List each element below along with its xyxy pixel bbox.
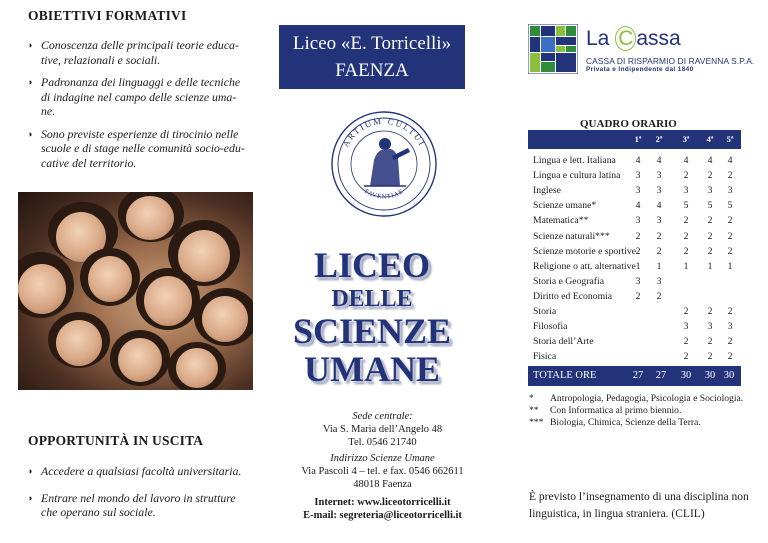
seal-motto: ARTIUM CULTUI	[340, 115, 428, 149]
hours-cell: 2	[707, 306, 713, 317]
hours-cell: 2	[683, 306, 689, 317]
hours-cell: 2	[707, 336, 713, 347]
opportunities-list	[28, 464, 260, 528]
hours-cell: 4	[656, 200, 662, 211]
hours-cell: 2	[727, 336, 733, 347]
total-hours: 30	[680, 370, 692, 381]
subject-name: Fisica	[533, 351, 557, 362]
school-title-box	[279, 25, 465, 89]
total-hours: 27	[655, 370, 667, 381]
list-item: ◗ Entrare nel mondo del lavoro in strutture che operano sul sociale.	[28, 490, 236, 519]
subject-name: Religione o att. alternative	[533, 261, 636, 272]
hours-cell: 3	[635, 170, 641, 181]
hours-cell: 3	[656, 215, 662, 226]
list-item: ◗ Conoscenza delle principali teorie educa- tive, relazionali e sociali.	[28, 38, 239, 67]
hours-cell: 2	[683, 170, 689, 181]
subject-name: Scienze motorie e sportive	[533, 246, 637, 257]
objectives-heading: OBIETTIVI FORMATIVI	[28, 8, 187, 23]
bank-tagline: Privata e Indipendente dal 1840	[586, 66, 694, 73]
hours-cell: 1	[707, 261, 713, 272]
hours-cell: 2	[635, 291, 641, 302]
subject-name: Filosofia	[533, 321, 568, 332]
hours-cell: 2	[727, 231, 733, 242]
year-header: 2ª	[655, 134, 663, 144]
hours-cell: 2	[727, 170, 733, 181]
clil-note: È previsto l’insegnamento di una disciplina non linguistica, in lingua straniera. (CLIL)	[529, 491, 749, 520]
total-label: TOTALE ORE	[533, 370, 597, 381]
subject-name: Scienze naturali***	[533, 231, 610, 242]
hours-cell: 1	[727, 261, 733, 272]
hours-cell: 3	[683, 185, 689, 196]
hours-cell: 2	[683, 336, 689, 347]
list-item: ◗ Padronanza dei linguaggi e delle tecniche di indagine nel campo delle scienze uma- ne.	[28, 75, 241, 118]
branch-city: 48018 Faenza	[353, 479, 412, 490]
sede-address: Via S. Maria dell’Angelo 48	[322, 424, 443, 435]
school-city: FAENZA	[335, 60, 409, 81]
hours-cell: 2	[656, 231, 662, 242]
opportunities-heading: OPPORTUNITÀ IN USCITA	[28, 433, 204, 448]
hours-cell: 1	[635, 261, 641, 272]
school-name: Liceo «E. Torricelli»	[292, 33, 452, 54]
hours-cell: 4	[727, 155, 733, 166]
email-link[interactable]: E-mail: segreteria@liceotorricelli.it	[303, 510, 462, 521]
year-header: 4ª	[706, 134, 714, 144]
subject-name: Storia e Geografia	[533, 276, 605, 287]
footnote: ** Con Informatica al primo biennio.	[529, 405, 682, 416]
hours-cell: 2	[707, 351, 713, 362]
hours-cell: 1	[656, 261, 662, 272]
hours-cell: 4	[656, 155, 662, 166]
hours-cell: 4	[707, 155, 713, 166]
subject-name: Scienze umane*	[533, 200, 597, 211]
list-item: ◗ Accedere a qualsiasi facoltà universitaria.	[28, 464, 242, 478]
footnote: *** Biologia, Chimica, Scienze della Terra.	[529, 417, 701, 428]
subject-name: Storia	[533, 306, 557, 317]
hours-cell: 3	[707, 185, 713, 196]
hours-cell: 2	[727, 351, 733, 362]
branch-address: Via Pascoli 4 – tel. e fax. 0546 662611	[301, 466, 464, 477]
hours-cell: 2	[683, 351, 689, 362]
footnote: * Antropologia, Pedagogia, Psicologia e Sociologia.	[529, 393, 744, 404]
hours-cell: 3	[656, 185, 662, 196]
title-delle: DELLE	[331, 286, 413, 312]
title-liceo: LICEO	[313, 245, 431, 285]
bank-logo-mosaic-icon	[528, 24, 578, 74]
branch-label: Indirizzo Scienze Umane	[330, 453, 435, 464]
schedule-title: QUADRO ORARIO	[580, 118, 677, 130]
bank-name: La C assa	[586, 27, 681, 50]
seal-city: FAVENTIAE	[362, 187, 406, 201]
hours-cell: 2	[727, 306, 733, 317]
year-header: 5ª	[726, 134, 734, 144]
hours-cell: 4	[683, 155, 689, 166]
title-scienze: SCIENZE	[292, 311, 452, 351]
hours-cell: 2	[656, 246, 662, 257]
hours-cell: 1	[683, 261, 689, 272]
school-seal	[330, 110, 438, 218]
hours-cell: 2	[635, 246, 641, 257]
hours-cell: 3	[635, 276, 641, 287]
hours-cell: 2	[683, 246, 689, 257]
total-hours: 27	[632, 370, 644, 381]
subject-name: Inglese	[533, 185, 561, 196]
hours-cell: 3	[727, 185, 733, 196]
right-triangle-icon: ◗	[28, 77, 34, 87]
hours-cell: 2	[707, 246, 713, 257]
subject-name: Matematica**	[533, 215, 589, 226]
hours-cell: 5	[707, 200, 713, 211]
year-header: 3ª	[682, 134, 690, 144]
hours-cell: 2	[635, 231, 641, 242]
year-header: 1ª	[634, 134, 642, 144]
sede-label: Sede centrale:	[352, 411, 413, 422]
subject-name: Diritto ed Economia	[533, 291, 613, 302]
hours-cell: 3	[727, 321, 733, 332]
internet-link[interactable]: Internet: www.liceotorricelli.it	[314, 497, 451, 508]
objectives-list	[28, 38, 260, 178]
list-item: ◗ Sono previste esperienze di tirocinio nelle scuole e di stage nelle comunità socio-edu- cative del territorio.	[28, 126, 245, 170]
subject-name: Storia dell’Arte	[533, 336, 594, 347]
hours-cell: 3	[635, 215, 641, 226]
hours-cell: 2	[683, 231, 689, 242]
right-triangle-icon: ◗	[28, 466, 34, 476]
hours-cell: 2	[707, 231, 713, 242]
right-triangle-icon: ◗	[28, 492, 34, 503]
sede-phone: Tel. 0546 21740	[348, 437, 417, 448]
hours-cell: 3	[656, 170, 662, 181]
subject-name: Lingua e cultura latina	[533, 170, 621, 181]
bank-fullname: CASSA DI RISPARMIO DI RAVENNA S.P.A.	[586, 56, 755, 66]
svg-text:FAVENTIAE	[363, 188, 405, 201]
hours-cell: 2	[727, 215, 733, 226]
right-triangle-icon: ◗	[28, 128, 34, 139]
title-umane: UMANE	[304, 349, 440, 389]
total-hours: 30	[704, 370, 716, 381]
subject-name: Lingua e lett. Italiana	[533, 155, 616, 166]
hours-cell: 2	[707, 215, 713, 226]
hours-cell: 4	[635, 155, 641, 166]
students-group-photo	[18, 192, 253, 390]
hours-cell: 2	[707, 170, 713, 181]
right-triangle-icon: ◗	[28, 40, 34, 50]
hours-cell: 3	[656, 276, 662, 287]
hours-cell: 2	[683, 215, 689, 226]
hours-cell: 3	[635, 185, 641, 196]
hours-cell: 4	[635, 200, 641, 211]
total-hours: 30	[723, 370, 735, 381]
hours-cell: 2	[727, 246, 733, 257]
hours-cell: 5	[727, 200, 733, 211]
hours-cell: 3	[707, 321, 713, 332]
hours-cell: 2	[656, 291, 662, 302]
hours-cell: 5	[683, 200, 689, 211]
hours-cell: 3	[683, 321, 689, 332]
